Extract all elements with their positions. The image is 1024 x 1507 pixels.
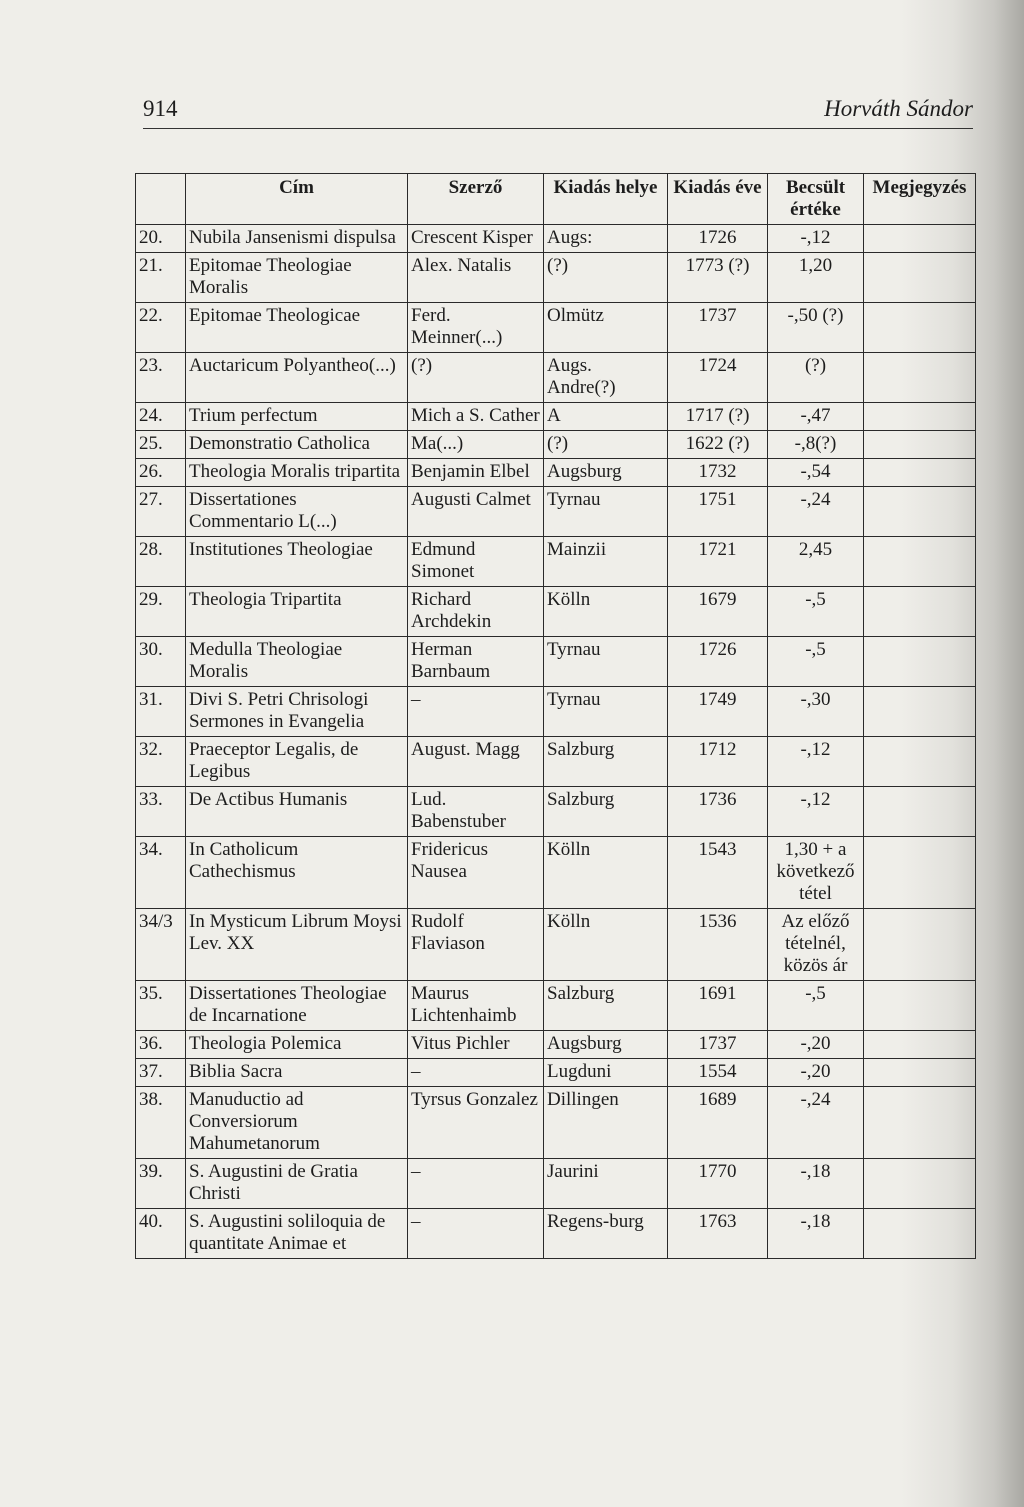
table-row: [136, 431, 976, 459]
page-number: 914: [143, 96, 178, 121]
cell-publication-place: Salzburg: [544, 787, 668, 837]
book-inventory-table: [135, 173, 976, 1259]
table-row: [136, 403, 976, 431]
cell-publication-place: Augsburg: [544, 1031, 668, 1059]
cell-title: Auctaricum Polyantheo(...): [186, 353, 408, 403]
table-row: [136, 1031, 976, 1059]
cell-author: –: [408, 1209, 544, 1259]
cell-publication-place: Mainzii: [544, 537, 668, 587]
cell-author: August. Magg: [408, 737, 544, 787]
cell-estimated-value: -,5: [768, 981, 864, 1031]
table-row: [136, 737, 976, 787]
cell-author: –: [408, 1159, 544, 1209]
cell-number: 25.: [136, 431, 186, 459]
column-header-note: Megjegyzés: [864, 174, 976, 225]
cell-publication-place: Regens-burg: [544, 1209, 668, 1259]
cell-publication-place: A: [544, 403, 668, 431]
cell-author: Ma(...): [408, 431, 544, 459]
column-header-publication-place: Kiadás helye: [544, 174, 668, 225]
cell-number: 22.: [136, 303, 186, 353]
cell-number: 38.: [136, 1087, 186, 1159]
table-row: [136, 637, 976, 687]
cell-publication-place: Tyrnau: [544, 687, 668, 737]
cell-publication-year: 1770: [668, 1159, 768, 1209]
cell-publication-year: 1749: [668, 687, 768, 737]
cell-note: [864, 1059, 976, 1087]
cell-publication-place: Tyrnau: [544, 487, 668, 537]
cell-publication-year: 1721: [668, 537, 768, 587]
table-row: [136, 253, 976, 303]
cell-number: 20.: [136, 225, 186, 253]
cell-note: [864, 225, 976, 253]
cell-author: (?): [408, 353, 544, 403]
cell-publication-place: Tyrnau: [544, 637, 668, 687]
cell-author: Vitus Pichler: [408, 1031, 544, 1059]
cell-title: Theologia Moralis tripartita: [186, 459, 408, 487]
cell-note: [864, 459, 976, 487]
cell-note: [864, 537, 976, 587]
cell-note: [864, 1087, 976, 1159]
cell-publication-year: 1724: [668, 353, 768, 403]
cell-estimated-value: -,30: [768, 687, 864, 737]
cell-number: 37.: [136, 1059, 186, 1087]
cell-publication-year: 1536: [668, 909, 768, 981]
cell-note: [864, 637, 976, 687]
cell-author: Augusti Calmet: [408, 487, 544, 537]
table-row: [136, 537, 976, 587]
cell-estimated-value: -,24: [768, 1087, 864, 1159]
cell-publication-year: 1554: [668, 1059, 768, 1087]
cell-estimated-value: -,18: [768, 1159, 864, 1209]
cell-publication-place: Augsburg: [544, 459, 668, 487]
cell-estimated-value: -,20: [768, 1059, 864, 1087]
cell-note: [864, 1031, 976, 1059]
cell-number: 36.: [136, 1031, 186, 1059]
cell-title: In Mysticum Librum Moysi Lev. XX: [186, 909, 408, 981]
cell-publication-year: 1726: [668, 225, 768, 253]
cell-estimated-value: -,20: [768, 1031, 864, 1059]
column-header-title: Cím: [186, 174, 408, 225]
cell-publication-place: Kölln: [544, 909, 668, 981]
table-header-row: [136, 174, 976, 225]
cell-number: 40.: [136, 1209, 186, 1259]
cell-publication-year: 1736: [668, 787, 768, 837]
cell-number: 35.: [136, 981, 186, 1031]
cell-title: De Actibus Humanis: [186, 787, 408, 837]
column-header-author: Szerző: [408, 174, 544, 225]
cell-estimated-value: (?): [768, 353, 864, 403]
table-row: [136, 837, 976, 909]
table-row: [136, 487, 976, 537]
cell-estimated-value: 2,45: [768, 537, 864, 587]
cell-publication-year: 1689: [668, 1087, 768, 1159]
cell-author: Mich a S. Cather: [408, 403, 544, 431]
cell-title: Theologia Polemica: [186, 1031, 408, 1059]
cell-publication-year: 1712: [668, 737, 768, 787]
cell-number: 33.: [136, 787, 186, 837]
cell-estimated-value: -,12: [768, 225, 864, 253]
table-body: [136, 225, 976, 1259]
cell-author: –: [408, 687, 544, 737]
cell-title: In Catholicum Cathechismus: [186, 837, 408, 909]
cell-title: Divi S. Petri Chrisologi Sermones in Evangelia: [186, 687, 408, 737]
cell-estimated-value: -,50 (?): [768, 303, 864, 353]
cell-title: Epitomae Theologiae Moralis: [186, 253, 408, 303]
cell-publication-place: Augs:: [544, 225, 668, 253]
cell-author: Benjamin Elbel: [408, 459, 544, 487]
cell-note: [864, 909, 976, 981]
cell-estimated-value: -,12: [768, 737, 864, 787]
cell-publication-place: (?): [544, 253, 668, 303]
cell-estimated-value: 1,30 + a következő tétel: [768, 837, 864, 909]
cell-publication-year: 1543: [668, 837, 768, 909]
cell-estimated-value: -,24: [768, 487, 864, 537]
cell-author: Edmund Simonet: [408, 537, 544, 587]
cell-note: [864, 587, 976, 637]
cell-number: 34/3: [136, 909, 186, 981]
cell-publication-place: Salzburg: [544, 981, 668, 1031]
column-header-estimated-value: Becsült értéke: [768, 174, 864, 225]
table-row: [136, 587, 976, 637]
table-row: [136, 1087, 976, 1159]
cell-publication-place: Kölln: [544, 587, 668, 637]
cell-title: Trium perfectum: [186, 403, 408, 431]
cell-title: Demonstratio Catholica: [186, 431, 408, 459]
cell-note: [864, 253, 976, 303]
page-header: [143, 96, 973, 129]
table-row: [136, 687, 976, 737]
table-row: [136, 303, 976, 353]
cell-author: Richard Archdekin: [408, 587, 544, 637]
table-row: [136, 459, 976, 487]
column-header-number: [136, 174, 186, 225]
cell-author: Fridericus Nausea: [408, 837, 544, 909]
cell-publication-place: Olmütz: [544, 303, 668, 353]
cell-publication-place: Kölln: [544, 837, 668, 909]
table-row: [136, 981, 976, 1031]
cell-publication-year: 1751: [668, 487, 768, 537]
cell-estimated-value: Az előző tételnél, közös ár: [768, 909, 864, 981]
cell-note: [864, 687, 976, 737]
cell-title: Dissertationes Theologiae de Incarnatione: [186, 981, 408, 1031]
cell-estimated-value: -,8(?): [768, 431, 864, 459]
cell-note: [864, 837, 976, 909]
cell-number: 21.: [136, 253, 186, 303]
cell-author: –: [408, 1059, 544, 1087]
cell-author: Crescent Kisper: [408, 225, 544, 253]
table-row: [136, 1059, 976, 1087]
cell-note: [864, 737, 976, 787]
cell-publication-year: 1737: [668, 1031, 768, 1059]
table-row: [136, 225, 976, 253]
cell-publication-year: 1732: [668, 459, 768, 487]
cell-title: Theologia Tripartita: [186, 587, 408, 637]
cell-note: [864, 787, 976, 837]
cell-title: Dissertationes Commentario L(...): [186, 487, 408, 537]
cell-note: [864, 303, 976, 353]
cell-publication-year: 1726: [668, 637, 768, 687]
cell-number: 32.: [136, 737, 186, 787]
cell-title: Institutiones Theologiae: [186, 537, 408, 587]
cell-title: S. Augustini soliloquia de quantitate Animae et: [186, 1209, 408, 1259]
cell-publication-place: Salzburg: [544, 737, 668, 787]
cell-author: Maurus Lichtenhaimb: [408, 981, 544, 1031]
cell-number: 29.: [136, 587, 186, 637]
cell-author: Alex. Natalis: [408, 253, 544, 303]
cell-note: [864, 1209, 976, 1259]
cell-number: 28.: [136, 537, 186, 587]
cell-estimated-value: -,18: [768, 1209, 864, 1259]
cell-note: [864, 1159, 976, 1209]
cell-title: Epitomae Theologicae: [186, 303, 408, 353]
cell-number: 31.: [136, 687, 186, 737]
table-row: [136, 353, 976, 403]
cell-author: Herman Barnbaum: [408, 637, 544, 687]
cell-estimated-value: -,54: [768, 459, 864, 487]
cell-publication-place: Dillingen: [544, 1087, 668, 1159]
cell-publication-year: 1737: [668, 303, 768, 353]
cell-author: Lud. Babenstuber: [408, 787, 544, 837]
cell-estimated-value: 1,20: [768, 253, 864, 303]
cell-number: 39.: [136, 1159, 186, 1209]
cell-note: [864, 403, 976, 431]
cell-publication-year: 1763: [668, 1209, 768, 1259]
table-row: [136, 1209, 976, 1259]
cell-estimated-value: -,12: [768, 787, 864, 837]
cell-title: Biblia Sacra: [186, 1059, 408, 1087]
cell-title: Manuductio ad Conversiorum Mahumetanorum: [186, 1087, 408, 1159]
cell-author: Ferd. Meinner(...): [408, 303, 544, 353]
cell-note: [864, 487, 976, 537]
cell-number: 26.: [136, 459, 186, 487]
cell-title: S. Augustini de Gratia Christi: [186, 1159, 408, 1209]
cell-publication-place: Lugduni: [544, 1059, 668, 1087]
cell-note: [864, 981, 976, 1031]
cell-author: Rudolf Flaviason: [408, 909, 544, 981]
cell-publication-year: 1691: [668, 981, 768, 1031]
cell-estimated-value: -,5: [768, 637, 864, 687]
cell-publication-year: 1717 (?): [668, 403, 768, 431]
cell-note: [864, 353, 976, 403]
table-row: [136, 1159, 976, 1209]
table-row: [136, 909, 976, 981]
cell-note: [864, 431, 976, 459]
cell-author: Tyrsus Gonzalez: [408, 1087, 544, 1159]
cell-estimated-value: -,47: [768, 403, 864, 431]
cell-title: Praeceptor Legalis, de Legibus: [186, 737, 408, 787]
cell-estimated-value: -,5: [768, 587, 864, 637]
cell-publication-place: (?): [544, 431, 668, 459]
cell-number: 27.: [136, 487, 186, 537]
cell-title: Medulla Theologiae Moralis: [186, 637, 408, 687]
table-row: [136, 787, 976, 837]
column-header-publication-year: Kiadás éve: [668, 174, 768, 225]
cell-publication-year: 1773 (?): [668, 253, 768, 303]
cell-publication-place: Augs. Andre(?): [544, 353, 668, 403]
cell-publication-year: 1622 (?): [668, 431, 768, 459]
cell-number: 34.: [136, 837, 186, 909]
cell-title: Nubila Jansenismi dispulsa: [186, 225, 408, 253]
running-head-author: Horváth Sándor: [824, 96, 973, 121]
cell-publication-place: Jaurini: [544, 1159, 668, 1209]
cell-number: 24.: [136, 403, 186, 431]
cell-number: 23.: [136, 353, 186, 403]
cell-number: 30.: [136, 637, 186, 687]
cell-publication-year: 1679: [668, 587, 768, 637]
